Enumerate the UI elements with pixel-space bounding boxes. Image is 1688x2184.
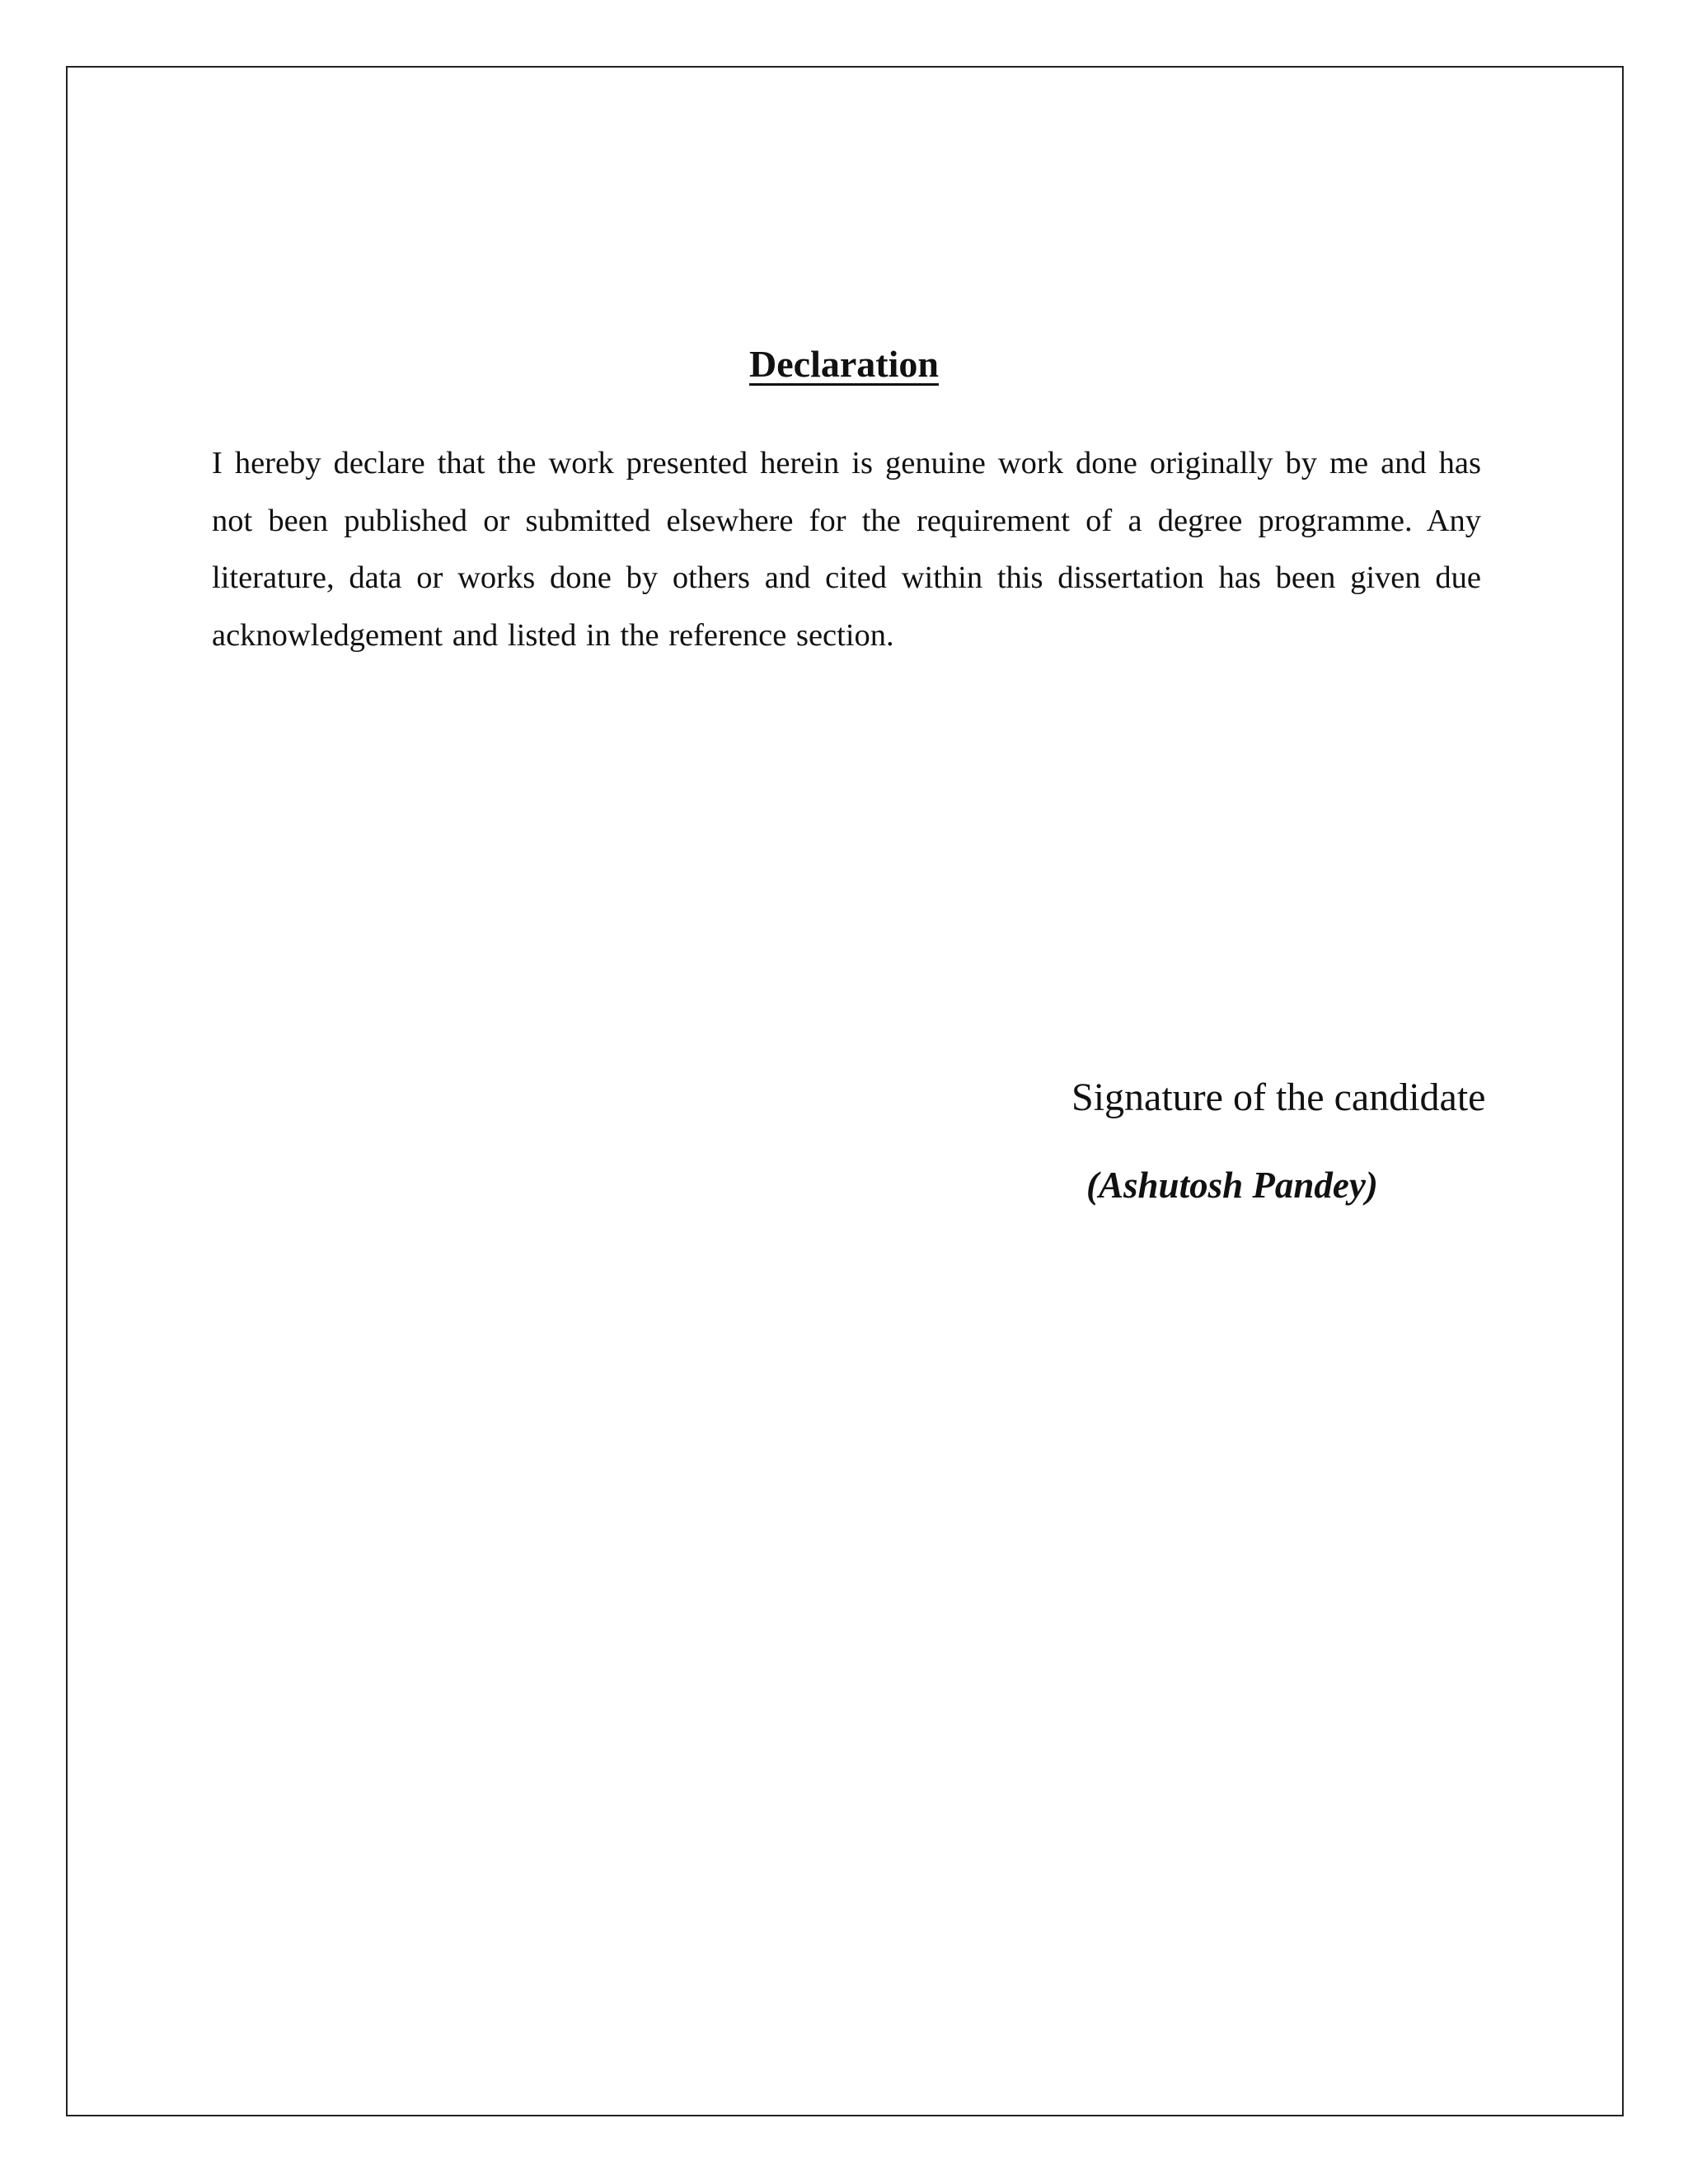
declaration-paragraph: I hereby declare that the work presented herein is genuine work done originally by me and has not been published or submitted elsewhere for the requirement of a degree programme. Any literature, data or works done by others and cited within this dissertation has been given due acknowledgement and listed in the reference section.	[212, 446, 1481, 653]
candidate-name: (Ashutosh Pandey)	[1086, 1165, 1378, 1206]
signature-label: Signature of the candidate	[1071, 1076, 1486, 1119]
declaration-title: Declaration	[749, 343, 939, 385]
declaration-heading	[0, 340, 1688, 389]
